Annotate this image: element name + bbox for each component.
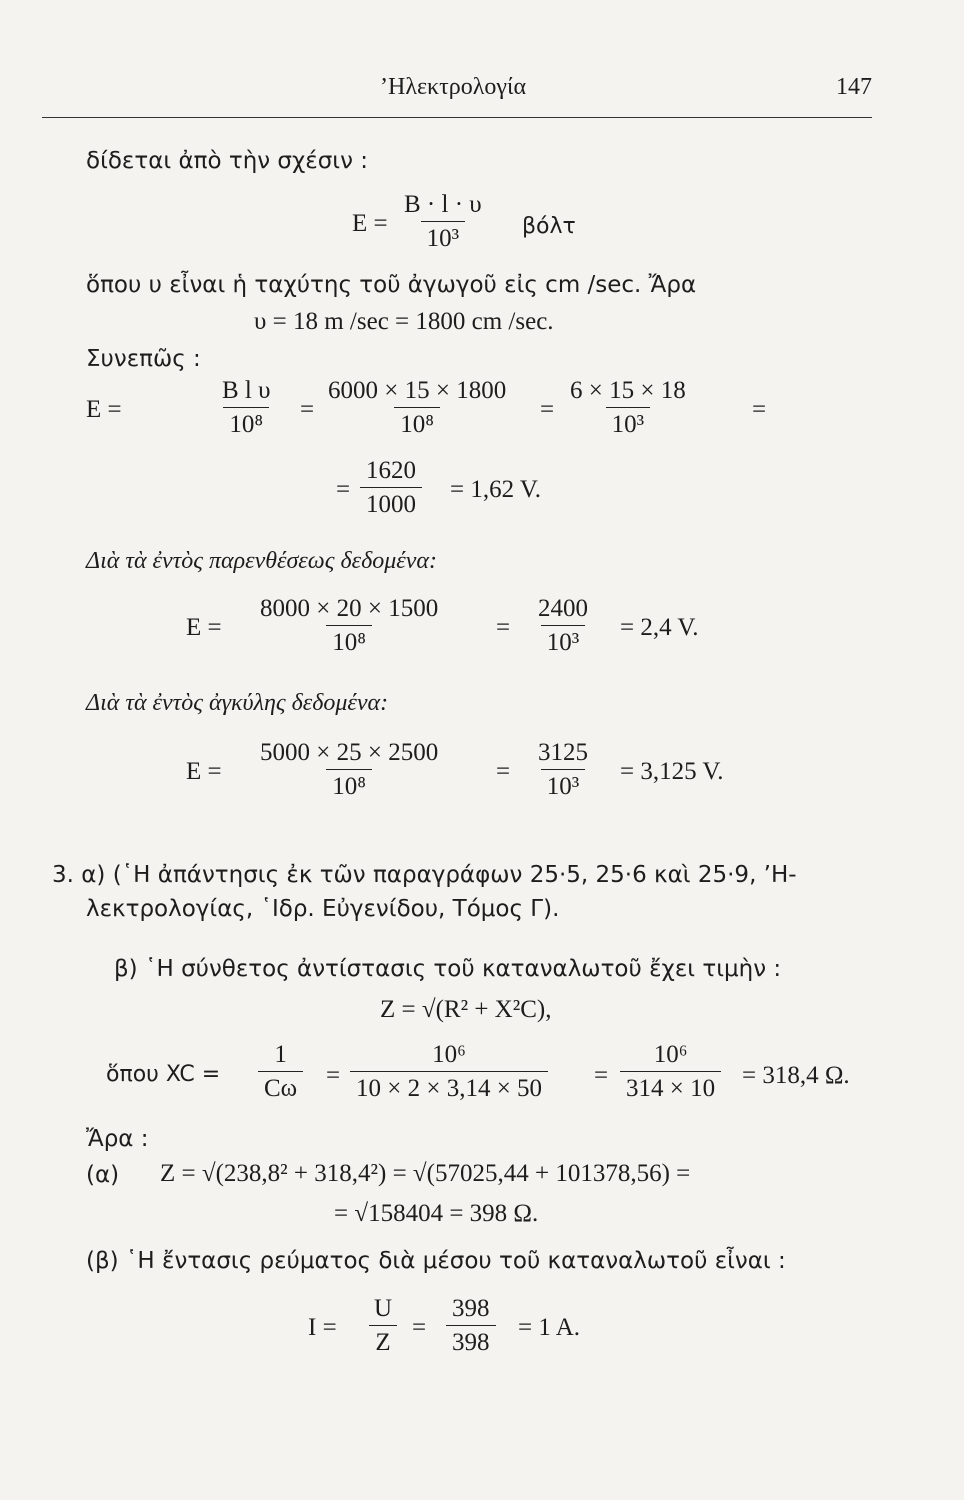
calc-f3-denominator: 10³ xyxy=(606,407,651,437)
item-a-line-2: λεκτρολογίας, ῾Ιδρ. Εὐγενίδου, Τόμος Γ). xyxy=(86,896,560,922)
equals-sign: = xyxy=(496,758,511,785)
bracket-f2-numerator: 3125 xyxy=(538,739,588,766)
paren-result: = 2,4 V. xyxy=(620,614,699,641)
calc-r-numerator: 1620 xyxy=(366,457,416,484)
current-f2-denominator: 398 xyxy=(446,1325,496,1355)
equals-sign: = xyxy=(412,1314,427,1341)
xc-f1-numerator: 1 xyxy=(274,1041,287,1068)
current-lhs: I = xyxy=(308,1314,337,1341)
velocity-line: υ = 18 m /sec = 1800 cm /sec. xyxy=(254,308,554,335)
item-a-line-1: 3. α) (῾Η ἀπάντησις ἐκ τῶν παραγράφων 25·5, 25·6 καὶ 25·9, ’Η- xyxy=(52,862,797,888)
calc-f1-denominator: 10⁸ xyxy=(223,407,269,437)
formula-fraction xyxy=(398,192,488,251)
therefore-text: Ἄρα : xyxy=(86,1126,149,1152)
calc-lhs: E = xyxy=(86,396,122,423)
calc-f3-numerator: 6 × 15 × 18 xyxy=(570,377,686,404)
formula-numerator: B · l · υ xyxy=(404,191,482,218)
xc-fraction-2 xyxy=(350,1042,548,1101)
header-rule xyxy=(42,117,872,118)
z-calc-line-1: Z = √(238,8² + 318,4²) = √(57025,44 + 101378,56) = xyxy=(160,1160,691,1187)
xc-where: ὅπου XC = xyxy=(106,1062,221,1087)
bracket-fraction-2 xyxy=(532,740,594,799)
bracket-fraction-1 xyxy=(254,740,444,799)
where-text: ὅπου υ εἶναι ἡ ταχύτης τοῦ ἀγωγοῦ εἰς cm /sec. Ἄρα xyxy=(86,272,697,298)
bracket-lhs: E = xyxy=(186,758,222,785)
xc-f2-denominator: 10 × 2 × 3,14 × 50 xyxy=(350,1071,548,1101)
calc-f2-denominator: 10⁸ xyxy=(394,407,440,437)
z-calc-label: (α) xyxy=(86,1162,120,1188)
equals-sign: = xyxy=(326,1062,341,1089)
xc-result: = 318,4 Ω. xyxy=(742,1062,850,1089)
xc-fraction-3 xyxy=(620,1042,721,1101)
calc-result: = 1,62 V. xyxy=(450,476,541,503)
bracket-f2-denominator: 10³ xyxy=(541,769,586,799)
page-number: 147 xyxy=(836,74,872,100)
current-f1-numerator: U xyxy=(374,1295,393,1322)
paren-lhs: E = xyxy=(186,614,222,641)
current-fraction-2 xyxy=(446,1296,496,1355)
paren-fraction-1 xyxy=(254,596,444,655)
running-title: ’Ηλεκτρολογία xyxy=(380,74,527,100)
equals-sign: = xyxy=(336,476,351,503)
xc-f1-denominator: Cω xyxy=(258,1071,303,1101)
xc-fraction-1 xyxy=(258,1042,303,1101)
current-f1-denominator: Z xyxy=(369,1325,396,1355)
equals-sign: = xyxy=(300,396,315,423)
bracket-f1-denominator: 10⁸ xyxy=(326,769,372,799)
z-calc-line-2: = √158404 = 398 Ω. xyxy=(334,1200,539,1227)
xc-f3-denominator: 314 × 10 xyxy=(620,1071,721,1101)
equals-sign: = xyxy=(594,1062,609,1089)
heading-bracket: Διὰ τὰ ἐντὸς ἀγκύλης δεδομένα: xyxy=(86,690,389,716)
equals-sign: = xyxy=(540,396,555,423)
impedance-formula: Z = √(R² + X²C), xyxy=(380,996,552,1023)
calc-f2-numerator: 6000 × 15 × 1800 xyxy=(328,377,507,404)
current-intro: (β) ῾Η ἔντασις ρεύματος διὰ μέσου τοῦ καταναλωτοῦ εἶναι : xyxy=(86,1248,786,1274)
paren-fraction-2 xyxy=(532,596,594,655)
formula-denominator: 10³ xyxy=(421,221,466,251)
calc-fraction-1 xyxy=(216,378,277,437)
bracket-f1-numerator: 5000 × 25 × 2500 xyxy=(260,739,439,766)
hence-text: Συνεπῶς : xyxy=(86,346,201,372)
calc-fraction-2 xyxy=(322,378,512,437)
calc-f1-numerator: B l υ xyxy=(222,377,271,404)
current-fraction-1 xyxy=(368,1296,398,1355)
paren-f2-numerator: 2400 xyxy=(538,595,588,622)
xc-f3-numerator: 10⁶ xyxy=(653,1041,688,1068)
intro-text: δίδεται ἀπὸ τὴν σχέσιν : xyxy=(86,148,368,174)
heading-parentheses: Διὰ τὰ ἐντὸς παρενθέσεως δεδομένα: xyxy=(86,548,437,574)
equals-sign: = xyxy=(752,396,767,423)
bracket-result: = 3,125 V. xyxy=(620,758,724,785)
xc-f2-numerator: 10⁶ xyxy=(432,1041,466,1068)
current-f2-numerator: 398 xyxy=(452,1295,490,1322)
calc-r-denominator: 1000 xyxy=(360,487,422,517)
paren-f2-denominator: 10³ xyxy=(541,625,586,655)
paren-f1-numerator: 8000 × 20 × 1500 xyxy=(260,595,439,622)
paren-f1-denominator: 10⁸ xyxy=(326,625,372,655)
formula-unit: βόλτ xyxy=(522,214,576,239)
item-b-line: β) ῾Η σύνθετος ἀντίστασις τοῦ καταναλωτοῦ ἔχει τιμὴν : xyxy=(114,956,782,982)
equals-sign: = xyxy=(496,614,511,641)
current-result: = 1 A. xyxy=(518,1314,581,1341)
calc-result-fraction xyxy=(360,458,422,517)
calc-fraction-3 xyxy=(564,378,692,437)
formula-lhs: E = xyxy=(352,210,388,237)
